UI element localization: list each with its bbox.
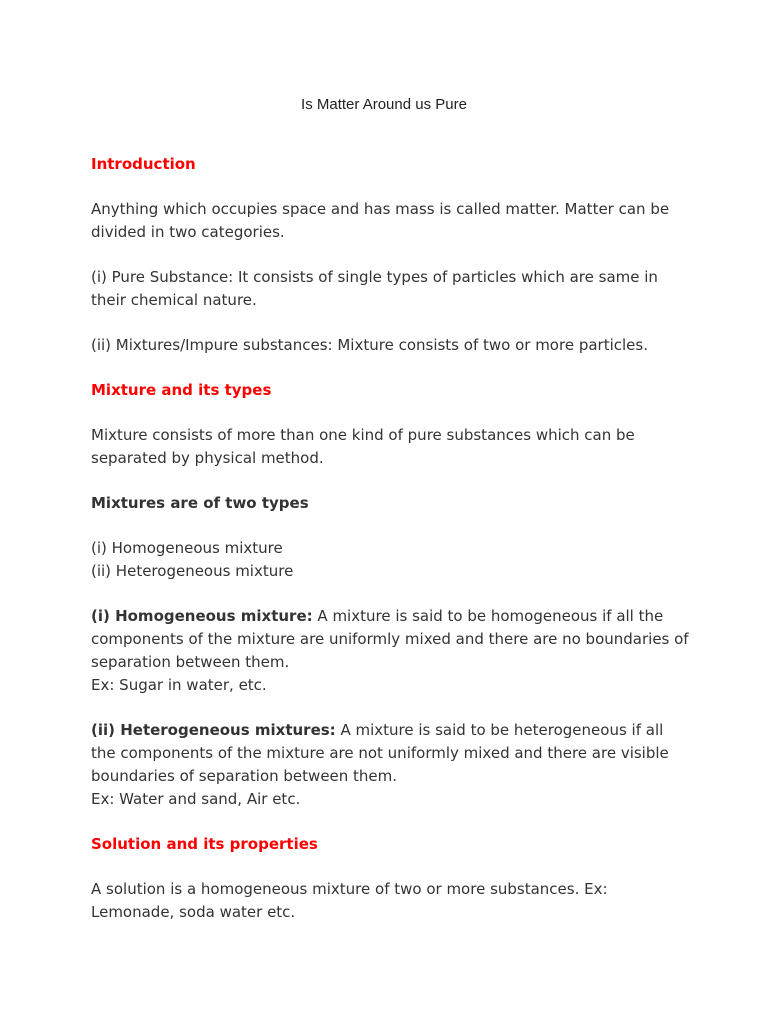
document-body [91,153,691,946]
paragraph-mixture-definition: Mixture consists of more than one kind of pure substances which can be separated by physical method. [91,426,635,467]
paragraph-solution-definition: A solution is a homogeneous mixture of two or more substances. Ex: Lemonade, soda water etc. [91,880,608,921]
section-heading-solution: Solution and its properties [91,835,318,853]
subheading-mixture-types: Mixtures are of two types [91,494,309,512]
definition-homogeneous: A mixture is said to be homogeneous if all the components of the mixture are uniformly mixed and there are no boundaries of separation between them. [91,607,689,671]
paragraph-pure-substance: (i) Pure Substance: It consists of single types of particles which are same in their chemical nature. [91,268,658,309]
list-item: (ii) Heterogeneous mixture [91,562,294,580]
definition-heterogeneous: A mixture is said to be heterogeneous if all the components of the mixture are not uniformly mixed and there are visible boundaries of separation between them. [91,721,669,785]
term-homogeneous: (i) Homogeneous mixture: [91,607,313,625]
example-homogeneous: Ex: Sugar in water, etc. [91,676,267,694]
mixture-type-list [91,537,691,583]
paragraph-mixtures-impure: (ii) Mixtures/Impure substances: Mixture consists of two or more particles. [91,336,648,354]
section-heading-mixture-types: Mixture and its types [91,381,272,399]
term-heterogeneous: (ii) Heterogeneous mixtures: [91,721,336,739]
document-title: Is Matter Around us Pure [301,96,467,113]
section-heading-introduction: Introduction [91,155,196,173]
list-item: (i) Homogeneous mixture [91,539,283,557]
paragraph-heterogeneous [91,719,691,811]
paragraph-homogeneous [91,605,691,697]
example-heterogeneous: Ex: Water and sand, Air etc. [91,790,301,808]
paragraph-matter-definition: Anything which occupies space and has mass is called matter. Matter can be divided in two categories. [91,200,670,241]
